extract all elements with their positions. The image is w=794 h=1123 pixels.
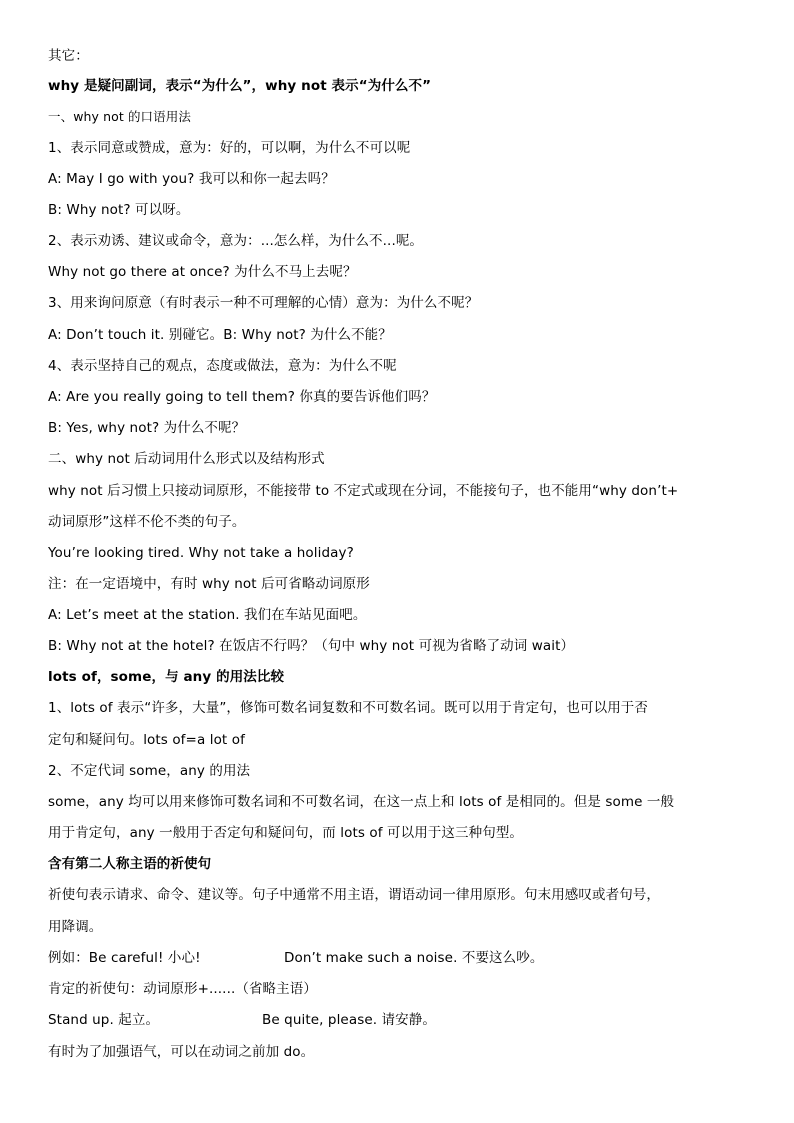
text-line: B: Why not? 可以呀。 xyxy=(48,202,190,218)
text-line: Why not go there at once? 为什么不马上去呢？ xyxy=(48,264,357,280)
text-line: 1、lots of 表示“许多，大量”，修饰可数名词复数和不可数名词。既可以用于肯定句，也可以用于否 xyxy=(48,700,649,716)
text-line: 定句和疑问句。lots of=a lot of xyxy=(48,732,245,748)
text-line: 2、表示劝诱、建议或命令，意为：...怎么样，为什么不...呢。 xyxy=(48,233,424,249)
section-heading: why 是疑问副词，表示“为什么”，why not 表示“为什么不” xyxy=(48,78,432,94)
text-line: A: May I go with you? 我可以和你一起去吗？ xyxy=(48,171,335,187)
text-line: 一、why not 的口语用法 xyxy=(48,109,191,124)
text-line: A: Don’t touch it. 别碰它。B: Why not? 为什么不能？ xyxy=(48,327,392,343)
section-heading: 含有第二人称主语的祈使句 xyxy=(48,856,212,872)
text-line: why not 后习惯上只接动词原形，不能接带 to 不定式或现在分词，不能接句子，也不能用“why don’t+ xyxy=(48,483,679,499)
text-line: B: Why not at the hotel? 在饭店不行吗？（句中 why not 可视为省略了动词 wait） xyxy=(48,638,575,654)
text-line: 1、表示同意或赞成，意为：好的，可以啊，为什么不可以呢 xyxy=(48,140,411,156)
text-line: Don’t make such a noise. 不要这么吵。 xyxy=(284,950,544,966)
section-heading: lots of，some，与 any 的用法比较 xyxy=(48,669,285,685)
text-line: 例如：Be careful! 小心! xyxy=(48,950,201,966)
text-line: 用于肯定句，any 一般用于否定句和疑问句，而 lots of 可以用于这三种句型。 xyxy=(48,825,524,841)
text-line: You’re looking tired. Why not take a holiday? xyxy=(48,545,354,561)
text-line: 二、why not 后动词用什么形式以及结构形式 xyxy=(48,451,325,467)
text-line: 2、不定代词 some，any 的用法 xyxy=(48,763,251,779)
text-line: 3、用来询问原意（有时表示一种不可理解的心情）意为：为什么不呢？ xyxy=(48,295,479,311)
text-line: 肯定的祈使句：动词原形+......（省略主语） xyxy=(48,981,317,997)
text-line: B: Yes, why not? 为什么不呢？ xyxy=(48,420,246,436)
text-line: A: Are you really going to tell them? 你真的要告诉他们吗？ xyxy=(48,389,436,405)
text-line: 4、表示坚持自己的观点，态度或做法，意为：为什么不呢 xyxy=(48,358,397,374)
text-line: 用降调。 xyxy=(48,919,103,935)
text-line: A: Let’s meet at the station. 我们在车站见面吧。 xyxy=(48,607,367,623)
text-line: Stand up. 起立。 xyxy=(48,1012,160,1028)
text-line: 动词原形”这样不伦不类的句子。 xyxy=(48,514,246,530)
text-line: 注：在一定语境中，有时 why not 后可省略动词原形 xyxy=(48,576,370,592)
text-line: some，any 均可以用来修饰可数名词和不可数名词，在这一点上和 lots of 是相同的。但是 some 一般 xyxy=(48,794,675,810)
text-line: 其它： xyxy=(48,48,89,64)
text-line: Be quite, please. 请安静。 xyxy=(262,1012,436,1028)
text-line: 祈使句表示请求、命令、建议等。句子中通常不用主语，谓语动词一律用原形。句末用感叹或者句号， xyxy=(48,887,660,903)
text-line: 有时为了加强语气，可以在动词之前加 do。 xyxy=(48,1044,315,1060)
